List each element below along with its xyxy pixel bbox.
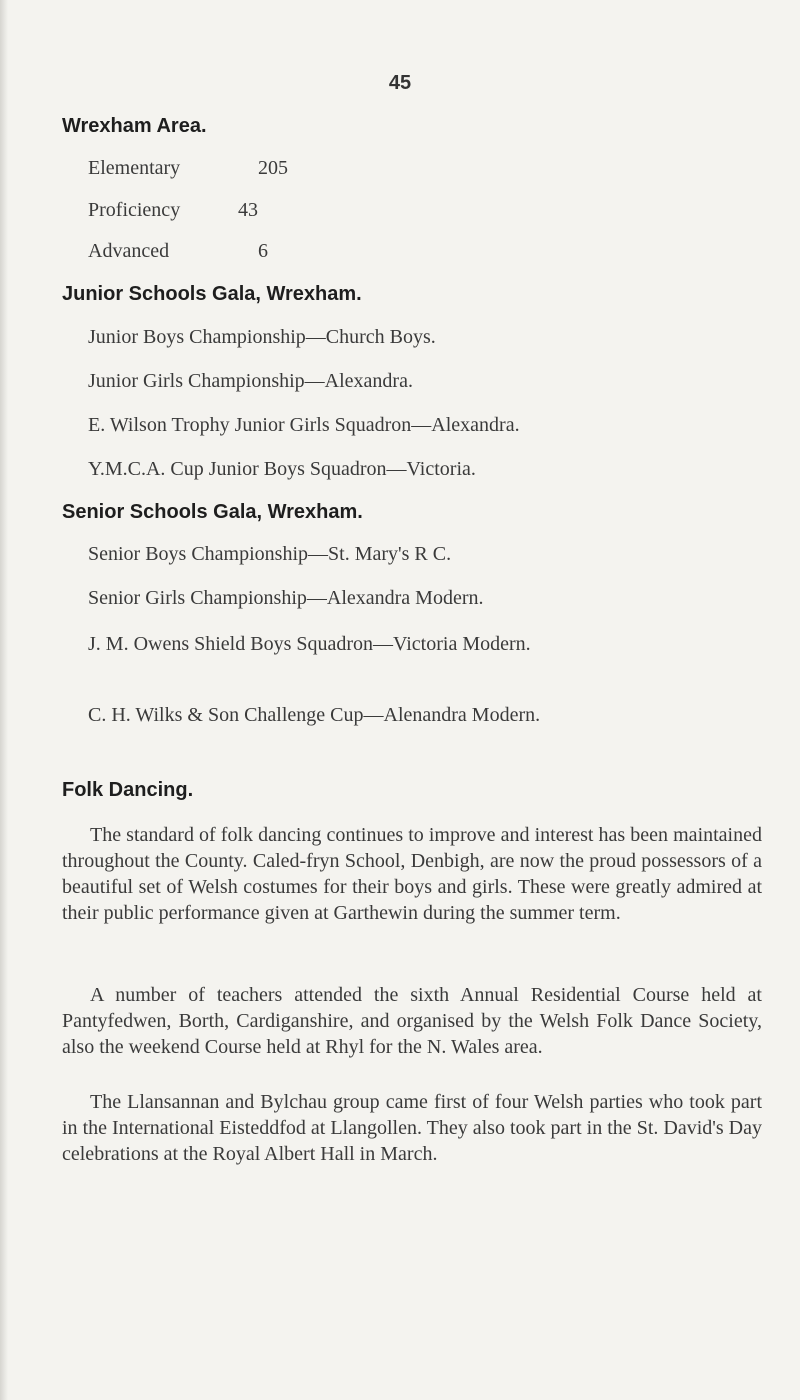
junior-gala-result: Junior Boys Championship—Church Boys. <box>88 326 436 348</box>
stat-elementary <box>88 157 288 180</box>
folk-dancing-paragraph: The Llansannan and Bylchau group came first of four Welsh parties who took part in the International Eisteddfod at Llangollen. They also took part in the St. David's Day celebrations at the Royal Albert Hall in March. <box>62 1091 762 1165</box>
senior-gala-result: J. M. Owens Shield Boys Squadron—Victoria Modern. <box>88 633 531 655</box>
stat-advanced <box>88 240 268 263</box>
senior-gala-result: Senior Girls Championship—Alexandra Modern. <box>88 587 484 609</box>
junior-gala-heading: Junior Schools Gala, Wrexham. <box>62 283 362 305</box>
stat-label: Elementary <box>88 157 181 179</box>
stat-label: Proficiency <box>88 199 181 221</box>
stat-value: 205 <box>258 157 288 179</box>
folk-dancing-heading: Folk Dancing. <box>62 779 194 801</box>
junior-gala-result: Y.M.C.A. Cup Junior Boys Squadron—Victoria. <box>88 458 476 480</box>
senior-gala-heading: Senior Schools Gala, Wrexham. <box>62 501 363 523</box>
page-margin-shadow <box>0 0 8 1400</box>
stat-value: 43 <box>238 199 258 221</box>
page-number: 45 <box>388 72 412 94</box>
stat-value: 6 <box>258 240 268 262</box>
stat-proficiency <box>88 199 258 222</box>
wrexham-area-heading: Wrexham Area. <box>62 115 207 137</box>
folk-dancing-paragraph: The standard of folk dancing continues to improve and interest has been maintained throughout the County. Caled-fryn School, Denbigh, are now the proud possessors of a beautiful set of Welsh costumes for their boys and girls. These were greatly admired at their public performance given at Garthewin during the summer term. <box>62 824 762 924</box>
junior-gala-result: E. Wilson Trophy Junior Girls Squadron—Alexandra. <box>88 414 520 436</box>
folk-dancing-paragraph: A number of teachers attended the sixth Annual Residential Course held at Pantyfedwen, Borth, Cardiganshire, and organised by the Welsh Folk Dance Society, also the weekend Course held at Rhyl for the N. Wales area. <box>62 984 762 1058</box>
junior-gala-result: Junior Girls Championship—Alexandra. <box>88 370 413 392</box>
senior-gala-result: Senior Boys Championship—St. Mary's R C. <box>88 543 452 565</box>
stat-label: Advanced <box>88 240 170 262</box>
senior-gala-result: C. H. Wilks & Son Challenge Cup—Alenandra Modern. <box>88 704 541 726</box>
